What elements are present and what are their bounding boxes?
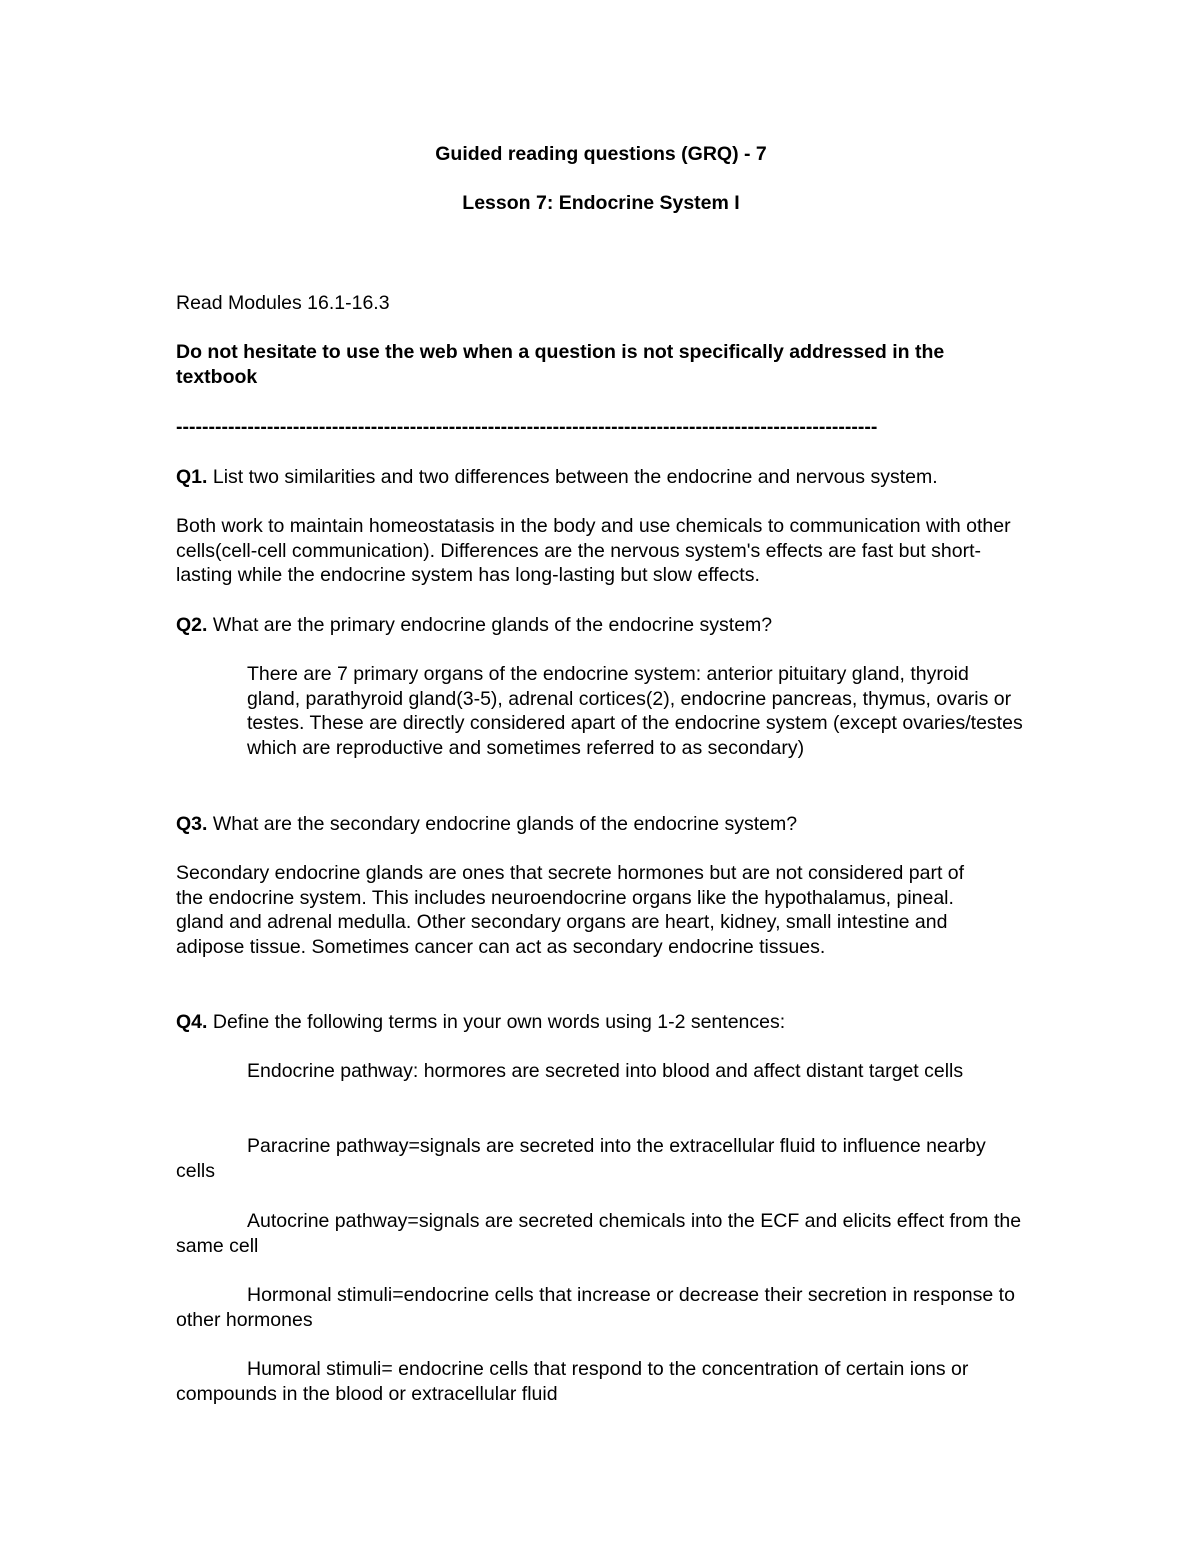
question-1-label: Q1.: [176, 466, 208, 488]
answer-2: There are 7 primary organs of the endocrine system: anterior pituitary gland, thyroid gland, parathyroid gland(3-5), adrenal cortices(2), endocrine pancreas, thymus, ovaris or testes. These are directly considered apart of the endocrine system (except ovaries/testes which are reproductive and sometimes referred to as secondary): [247, 663, 1023, 759]
lesson-title: Lesson 7: Endocrine System I: [462, 192, 740, 214]
term-paracrine-pathway: [176, 1134, 1026, 1183]
answer-3: Secondary endocrine glands are ones that secrete hormones but are not considered part of the endocrine system. This includes neuroendocrine organs like the hypothalamus, pineal. gland and adrenal medulla. Other secondary organs are heart, kidney, small intestine and adipose tissue. Sometimes cancer can act as secondary endocrine tissues.: [176, 862, 965, 958]
web-use-note: Do not hesitate to use the web when a question is not specifically addressed in the textbook: [176, 341, 945, 388]
term-hormonal-stimuli: [176, 1283, 1026, 1332]
term-text: Endocrine pathway: hormores are secreted into blood and affect distant target cells: [247, 1060, 964, 1082]
question-3: [176, 812, 797, 837]
question-2: [176, 613, 772, 638]
question-2-text: What are the primary endocrine glands of the endocrine system?: [207, 614, 773, 636]
question-2-label: Q2.: [176, 614, 208, 636]
term-text: Humoral stimuli= endocrine cells that respond to the concentration of certain ions or compounds in the blood or extracellular fluid: [176, 1358, 969, 1405]
term-text: Hormonal stimuli=endocrine cells that increase or decrease their secretion in response to other hormones: [176, 1284, 1015, 1331]
document-title: Guided reading questions (GRQ) - 7: [435, 143, 767, 165]
term-autocrine-pathway: [176, 1209, 1026, 1258]
question-3-text: What are the secondary endocrine glands of the endocrine system?: [207, 813, 798, 835]
question-1-text: List two similarities and two differences between the endocrine and nervous system.: [207, 466, 938, 488]
answer-1: Both work to maintain homeostatasis in the body and use chemicals to communication with other cells(cell-cell communication). Differences are the nervous system's effects are fast but short-lasting while the endocrine system has long-lasting but slow effects.: [176, 515, 1011, 587]
term-humoral-stimuli: [176, 1357, 1026, 1406]
question-1: [176, 465, 938, 490]
question-4: [176, 1010, 785, 1035]
question-3-label: Q3.: [176, 813, 208, 835]
question-4-label: Q4.: [176, 1011, 208, 1033]
section-divider: ------------------------------------------------------------------------------------------------------------: [176, 416, 878, 438]
term-text: Autocrine pathway=signals are secreted chemicals into the ECF and elicits effect from the same cell: [176, 1210, 1022, 1257]
reading-assignment: Read Modules 16.1-16.3: [176, 292, 390, 314]
term-text: Paracrine pathway=signals are secreted into the extracellular fluid to influence nearby cells: [176, 1135, 986, 1182]
term-endocrine-pathway: [176, 1059, 1026, 1084]
question-4-text: Define the following terms in your own words using 1-2 sentences:: [207, 1011, 786, 1033]
